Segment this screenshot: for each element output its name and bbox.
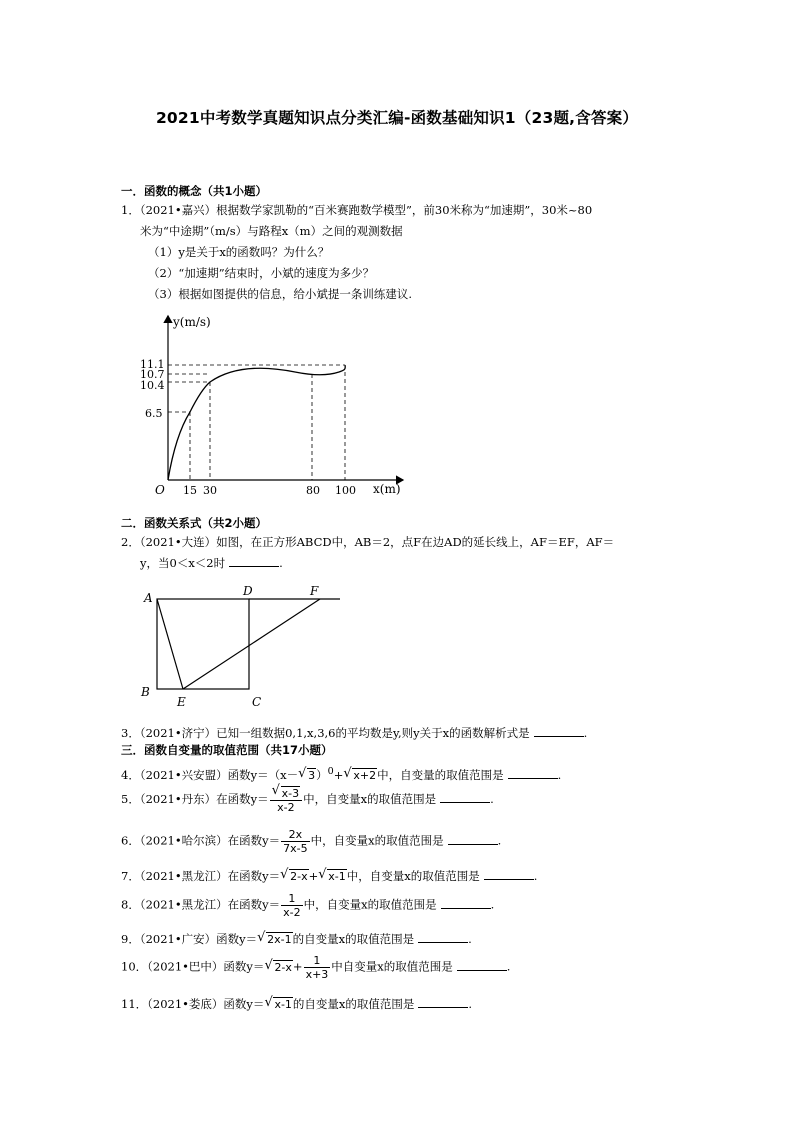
q2-line-2: y，当0＜x＜2时 .	[140, 556, 283, 570]
document-title: 2021中考数学真题知识点分类汇编-函数基础知识1（23题,含答案）	[155, 109, 639, 127]
y-tick-label: 10.4	[140, 379, 165, 392]
section-heading-3: 三．函数自变量的取值范围（共17小题）	[121, 743, 333, 757]
q8-line: 8．（2021•黑龙江）在函数y＝ $\frac{1}{x-2}$ 中，自变量x的取值范围是 .	[121, 892, 495, 919]
y-tick-label: 11.1	[140, 358, 165, 371]
answer-blank	[418, 996, 468, 1008]
q2-line-1: 2．（2021•大连）如图，在正方形ABCD中，AB＝2，点F在边AD的延长线上，AF＝EF，AF＝	[121, 535, 615, 549]
square-figure	[135, 583, 350, 708]
q7-line: 7．（2021•黑龙江）在函数y＝ √ 2-x+ √ x-1中，自变量x的取值范围是 .	[121, 867, 538, 883]
q10-line: 10．（2021•巴中）函数y＝ √ 2-x+ $\frac{1}{x+3}$ 中自变量x的取值范围是 .	[121, 954, 511, 981]
answer-blank	[418, 931, 468, 943]
q9-line: 9．（2021•广安）函数y＝ √ 2x-1的自变量x的取值范围是 .	[121, 930, 472, 946]
origin-label: O	[155, 483, 165, 497]
y-tick-label: 10.7	[140, 368, 165, 381]
point-label-e: E	[177, 695, 186, 708]
point-label-c: C	[252, 695, 262, 708]
point-label-a: A	[144, 591, 153, 605]
answer-blank	[457, 959, 507, 971]
answer-blank	[441, 897, 491, 909]
answer-blank	[229, 555, 279, 567]
q1-part-2: （2）“加速期”结束时，小斌的速度为多少？	[148, 266, 375, 280]
q3-line: 3．（2021•济宁）已知一组数据0,1,x,3,6的平均数是y,则y关于x的函数解析式是 .	[121, 726, 588, 740]
point-label-f: F	[310, 584, 319, 598]
q1-line-2: 米为“中途期”（m/s）与路程x（m）之间的观测数据	[140, 224, 403, 238]
answer-blank	[484, 868, 534, 880]
x-tick-label: 30	[203, 484, 217, 497]
section-heading-1: 一．函数的概念（共1小题）	[121, 184, 268, 198]
q1-part-3: （3）根据如图提供的信息，给小斌提一条训练建议.	[148, 287, 412, 301]
q11-line: 11．（2021•娄底）函数y＝ √ x-1的自变量x的取值范围是 .	[121, 995, 473, 1011]
x-tick-label: 15	[183, 484, 197, 497]
x-tick-label: 100	[335, 484, 356, 497]
q4-line: 4．（2021•兴安盟）函数y＝（x－ √ 3）$^0$+ √ x+2中，自变量的取值范围是 .	[121, 765, 562, 782]
speed-distance-graph	[135, 310, 415, 510]
point-label-d: D	[243, 584, 253, 598]
answer-blank	[440, 791, 490, 803]
section-heading-2: 二．函数关系式（共2小题）	[121, 516, 268, 530]
answer-blank	[508, 767, 558, 779]
answer-blank	[534, 725, 584, 737]
guide-lines	[168, 365, 345, 480]
y-axis-label: y(m/s)	[173, 315, 211, 329]
answer-blank	[448, 833, 498, 845]
q5-line: 5．（2021•丹东）在函数y＝ √ x-3 x-2 中，自变量x的取值范围是 .	[121, 783, 494, 814]
q6-line: 6．（2021•哈尔滨）在函数y＝ $\frac{2x}{7x-5}$ 中，自变量x的取值范围是 .	[121, 828, 502, 855]
q1-line-1: 1．（2021•嘉兴）根据数学家凯勒的“百米赛跑数学模型”，前30米称为“加速期”，30米~80	[121, 203, 593, 217]
x-axis-label: x(m)	[373, 482, 401, 496]
y-tick-label: 6.5	[145, 407, 163, 420]
x-tick-label: 80	[306, 484, 320, 497]
point-label-b: B	[141, 685, 150, 699]
q1-part-1: （1）y是关于x的函数吗？为什么？	[148, 245, 330, 259]
speed-curve	[168, 365, 345, 480]
